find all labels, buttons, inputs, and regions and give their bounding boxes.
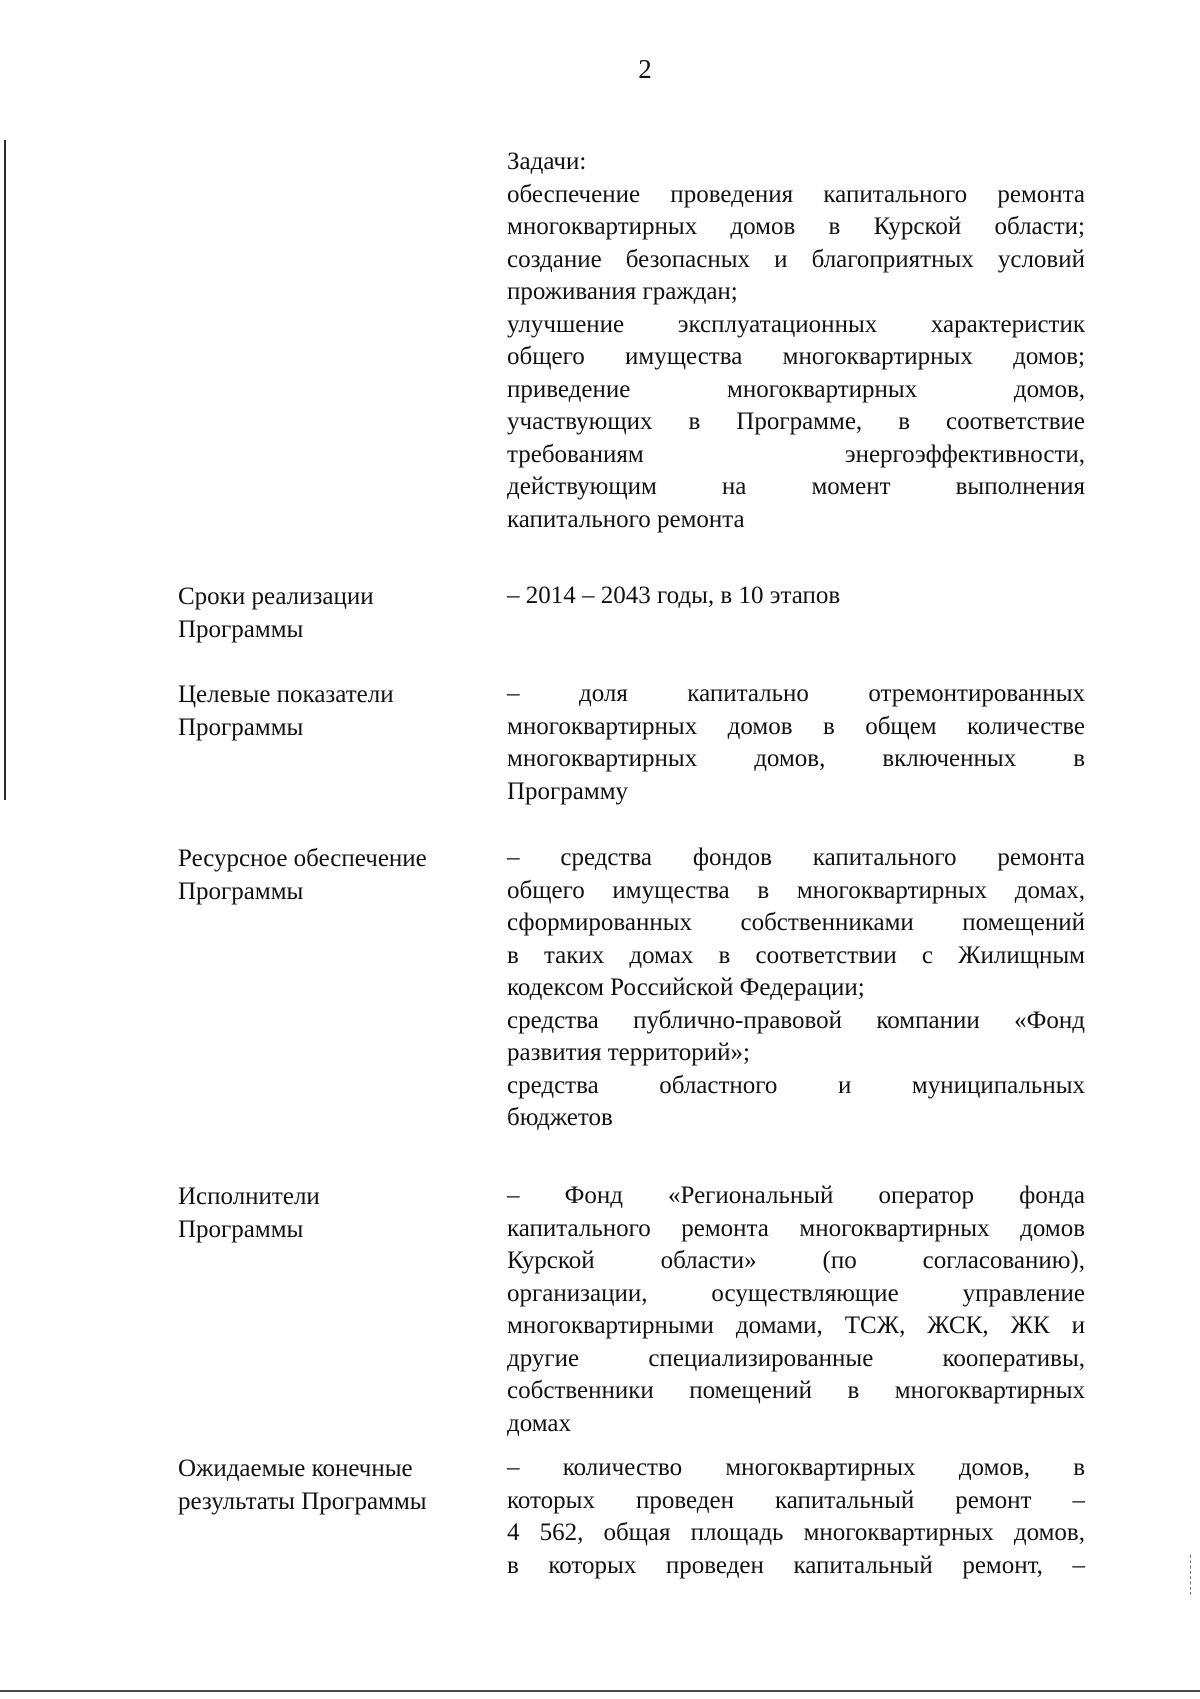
label-line: Исполнители (178, 1183, 320, 1210)
tasks-line: общего имущества многоквартирных домов; (507, 343, 1085, 370)
value-line: домах (507, 1409, 571, 1437)
scan-edge-bottom (0, 1690, 1200, 1692)
tasks-block (507, 146, 1085, 536)
value-line: организации, осуществляющие управление (507, 1279, 1085, 1307)
value-line: общего имущества в многоквартирных домах, (507, 876, 1085, 904)
label-line: Ресурсное обеспечение (178, 845, 427, 872)
row-label-expected-results (178, 1452, 478, 1518)
value-line: 4 562, общая площадь многоквартирных домов, (507, 1519, 1085, 1546)
value-line: многоквартирных домов, включенных в (507, 745, 1085, 772)
value-line: – 2014 – 2043 годы, в 10 этапов (507, 582, 841, 609)
value-line: другие специализированные кооперативы, (507, 1344, 1085, 1372)
value-line: – доля капитально отремонтированных (507, 680, 1085, 707)
label-line: Программы (178, 878, 304, 905)
tasks-heading: Задачи: (507, 148, 587, 175)
tasks-line: капитального ремонта (507, 505, 745, 533)
scan-edge-left (4, 140, 6, 800)
value-line: – количество многоквартирных домов, в (507, 1454, 1085, 1481)
tasks-line: многоквартирных домов в Курской области; (507, 213, 1085, 240)
tasks-line: улучшение эксплуатационных характеристик (507, 310, 1085, 338)
label-line: Программы (178, 1216, 304, 1243)
tasks-line: приведение многоквартирных домов, (507, 375, 1085, 403)
value-line: средства публично-правовой компании «Фонд (507, 1006, 1085, 1034)
label-line: Ожидаемые конечные (178, 1455, 413, 1482)
tasks-line: обеспечение проведения капитального ремонта (507, 180, 1085, 208)
value-line: многоквартирных домов в общем количестве (507, 712, 1085, 740)
row-value-target-indicators (507, 678, 1085, 808)
value-line: в которых проведен капитальный ремонт, – (507, 1551, 1085, 1579)
label-line: Программы (178, 714, 304, 741)
row-label-resource-support (178, 842, 478, 908)
row-label-implementation-period (178, 580, 478, 646)
tasks-line: участвующих в Программе, в соответствие (507, 408, 1085, 435)
tasks-line: создание безопасных и благоприятных условий (507, 245, 1085, 273)
value-line: сформированных собственниками помещений (507, 909, 1085, 936)
value-line: которых проведен капитальный ремонт – (507, 1486, 1085, 1514)
label-line: результаты Программы (178, 1488, 427, 1515)
value-line: Курской области» (по согласованию), (507, 1247, 1085, 1274)
tasks-line: действующим на момент выполнения (507, 473, 1085, 500)
value-line: – Фонд «Региональный оператор фонда (507, 1182, 1085, 1209)
label-line: Программы (178, 616, 304, 643)
row-value-resource-support (507, 842, 1085, 1135)
tasks-line: требованиям энергоэффективности, (507, 440, 1085, 468)
label-line: Целевые показатели (178, 681, 394, 708)
value-line: собственники помещений в многоквартирных (507, 1377, 1085, 1404)
row-value-executors (507, 1180, 1085, 1440)
row-value-expected-results (507, 1452, 1085, 1582)
row-label-target-indicators (178, 678, 478, 744)
row-label-executors (178, 1180, 478, 1246)
label-line: Сроки реализации (178, 583, 374, 610)
value-line: развития территорий»; (507, 1039, 750, 1066)
value-line: Программу (507, 777, 629, 805)
tasks-line: проживания граждан; (507, 278, 738, 305)
scan-edge-right (1190, 1555, 1192, 1595)
value-line: капитального ремонта многоквартирных домов (507, 1214, 1085, 1242)
row-value-implementation-period (507, 580, 1085, 613)
value-line: в таких домах в соответствии с Жилищным (507, 941, 1085, 969)
value-line: бюджетов (507, 1104, 613, 1131)
value-line: – средства фондов капитального ремонта (507, 844, 1085, 871)
value-line: многоквартирными домами, ТСЖ, ЖСК, ЖК и (507, 1312, 1085, 1339)
value-line: кодексом Российской Федерации; (507, 974, 865, 1001)
page-number: 2 (638, 54, 652, 84)
value-line: средства областного и муниципальных (507, 1071, 1085, 1099)
